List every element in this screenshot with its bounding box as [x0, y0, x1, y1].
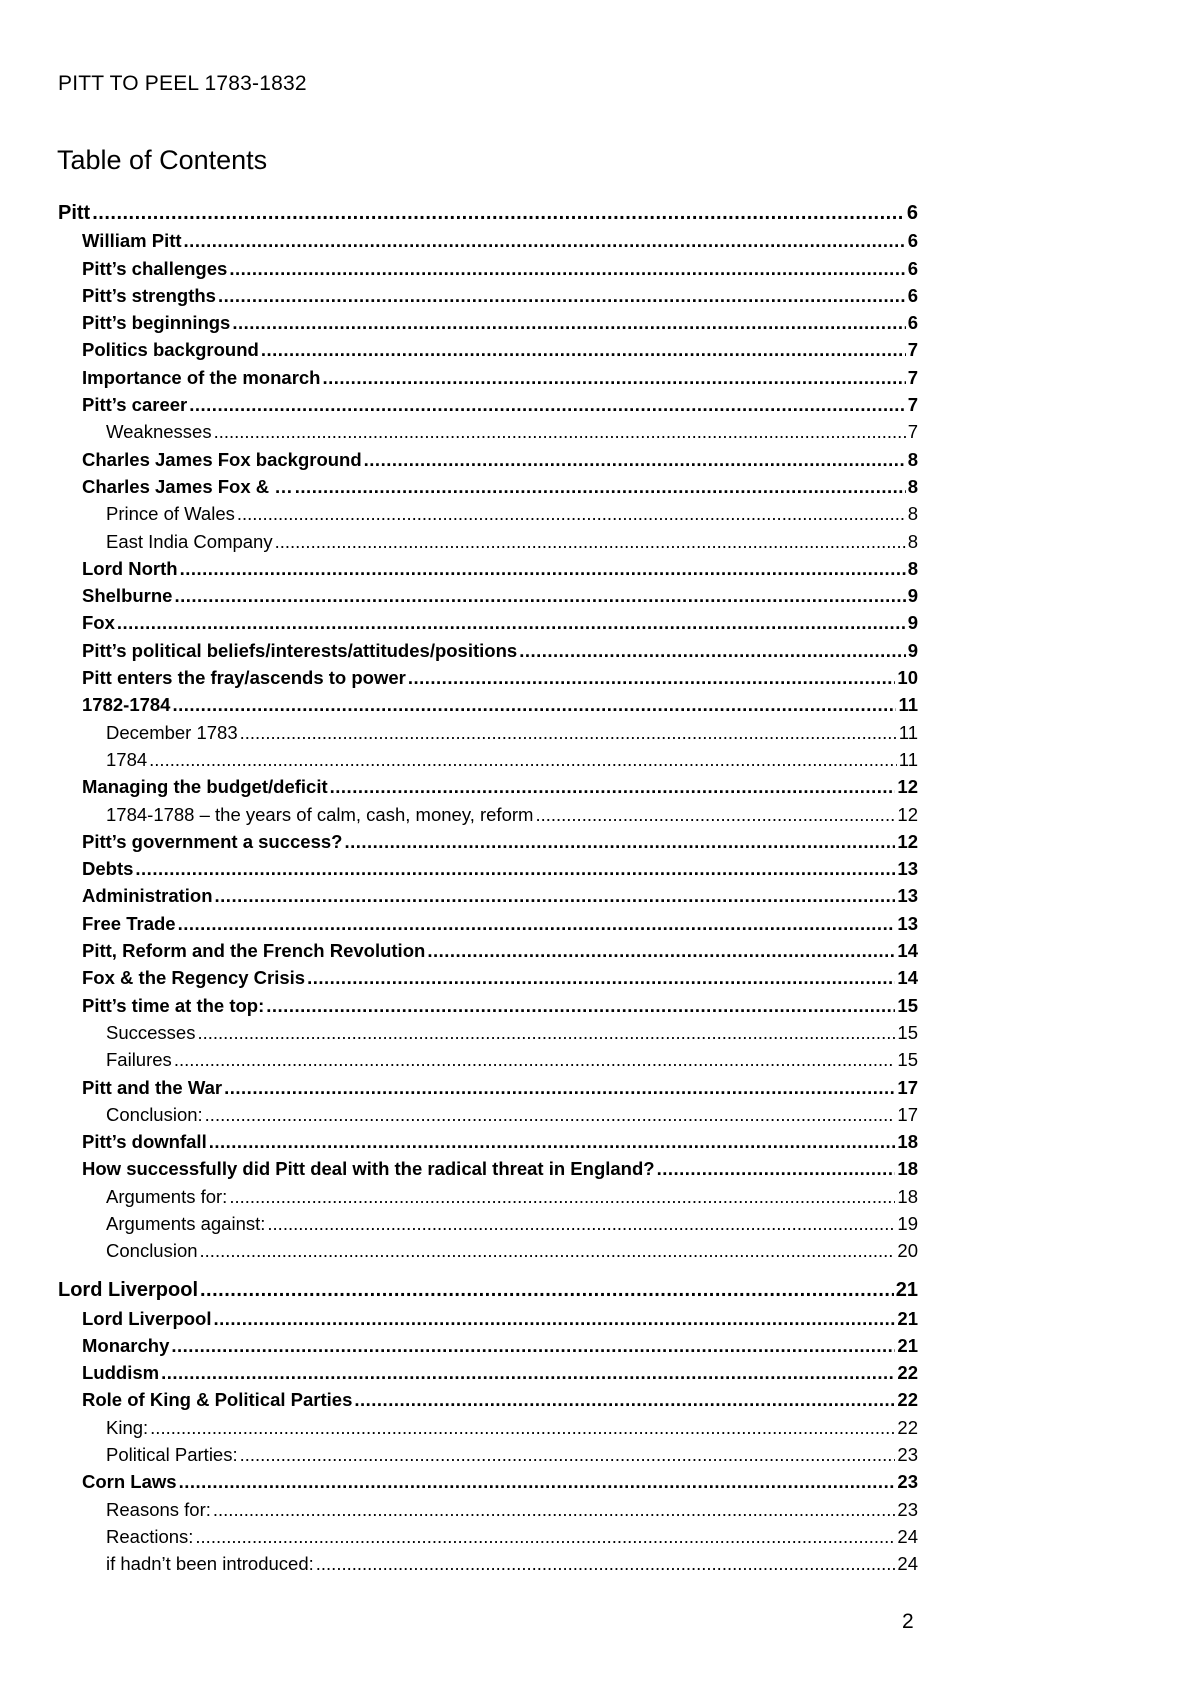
toc-entry-subsection[interactable] [58, 309, 918, 336]
dot-leader [267, 1210, 895, 1237]
dot-leader [149, 746, 897, 773]
toc-entry-subsection[interactable] [58, 364, 918, 391]
toc-entry-title: Pitt’s beginnings [82, 312, 231, 334]
toc-entry-title: Arguments for: [106, 1185, 228, 1207]
page-number: 2 [902, 1610, 914, 1633]
toc-entry-subsection[interactable] [58, 992, 918, 1019]
toc-entry-page: 24 [897, 1553, 918, 1575]
toc-entry-subsection[interactable] [58, 637, 918, 664]
toc-entry-title: Reactions: [106, 1525, 194, 1547]
toc-entry-page: 11 [898, 721, 918, 743]
toc-entry-subsection[interactable] [58, 473, 918, 500]
toc-entry-title: Conclusion [106, 1240, 198, 1262]
toc-entry-subsubsection[interactable] [58, 1019, 918, 1046]
dot-leader [261, 336, 906, 363]
toc-entry-subsection[interactable] [58, 691, 918, 718]
toc-entry-subsubsection[interactable] [58, 746, 918, 773]
dot-leader [214, 418, 906, 445]
toc-entry-title: Pitt’s career [82, 394, 188, 416]
toc-entry-title: East India Company [106, 530, 273, 552]
dot-leader [427, 937, 895, 964]
toc-entry-page: 17 [897, 1103, 918, 1125]
toc-entry-page: 23 [897, 1498, 918, 1520]
dot-leader [184, 227, 906, 254]
dot-leader [237, 500, 906, 527]
toc-entry-title: Shelburne [82, 585, 173, 607]
toc-entry-title: Fox [82, 612, 115, 634]
toc-entry-page: 14 [897, 967, 918, 989]
toc-entry-page: 22 [897, 1416, 918, 1438]
table-of-contents [58, 200, 918, 1578]
dot-leader [307, 964, 895, 991]
dot-leader [213, 1496, 896, 1523]
toc-entry-title: Pitt, Reform and the French Revolution [82, 940, 426, 962]
toc-entry-subsection[interactable] [58, 664, 918, 691]
toc-entry-page: 24 [897, 1525, 918, 1547]
dot-leader [232, 309, 905, 336]
toc-entry-title: Monarchy [82, 1334, 170, 1356]
toc-entry-page: 22 [897, 1389, 918, 1411]
dot-leader [215, 882, 896, 909]
toc-entry-subsection[interactable] [58, 336, 918, 363]
toc-entry-title: Pitt and the War [82, 1076, 223, 1098]
toc-entry-page: 7 [907, 421, 918, 443]
dot-leader [197, 1019, 895, 1046]
toc-entry-subsection[interactable] [58, 255, 918, 282]
toc-entry-subsection[interactable] [58, 1468, 918, 1495]
dot-leader [200, 1275, 894, 1305]
running-header: PITT TO PEEL 1783-1832 [58, 72, 307, 95]
toc-entry-title: Prince of Wales [106, 503, 235, 525]
toc-entry-title: Reasons for: [106, 1498, 211, 1520]
toc-entry-title: Importance of the monarch [82, 366, 321, 388]
toc-entry-subsection[interactable] [58, 609, 918, 636]
toc-entry-page: 7 [907, 339, 918, 361]
toc-entry-subsubsection[interactable] [58, 801, 918, 828]
toc-entry-page: 18 [897, 1131, 918, 1153]
toc-entry-subsection[interactable] [58, 1155, 918, 1182]
toc-entry-page: 7 [907, 394, 918, 416]
toc-entry-page: 15 [897, 1021, 918, 1043]
toc-entry-page: 13 [897, 912, 918, 934]
toc-entry-subsection[interactable] [58, 1128, 918, 1155]
toc-entry-subsection[interactable] [58, 282, 918, 309]
toc-entry-page: 23 [897, 1471, 918, 1493]
toc-entry-page: 10 [897, 667, 918, 689]
toc-entry-subsubsection[interactable] [58, 1237, 918, 1264]
toc-entry-page: 7 [907, 366, 918, 388]
toc-entry-title: Failures [106, 1049, 172, 1071]
toc-entry-title: Politics background [82, 339, 259, 361]
toc-entry-subsection[interactable] [58, 964, 918, 991]
toc-entry-page: 15 [897, 1049, 918, 1071]
toc-entry-page: 8 [907, 503, 918, 525]
toc-entry-title: Pitt enters the fray/ascends to power [82, 667, 406, 689]
toc-entry-page: 8 [907, 475, 918, 497]
dot-leader [229, 1183, 895, 1210]
toc-entry-title: Pitt’s challenges [82, 257, 228, 279]
toc-entry-subsection[interactable] [58, 446, 918, 473]
dot-leader [209, 1128, 896, 1155]
toc-entry-page: 9 [907, 585, 918, 607]
section-spacer [58, 1265, 918, 1275]
toc-entry-title: Pitt’s downfall [82, 1131, 207, 1153]
toc-entry-page: 20 [897, 1240, 918, 1262]
toc-entry-page: 19 [897, 1212, 918, 1234]
dot-leader [174, 1046, 896, 1073]
toc-entry-subsubsection[interactable] [58, 719, 918, 746]
toc-entry-page: 18 [897, 1185, 918, 1207]
dot-leader [178, 910, 896, 937]
toc-entry-subsection[interactable] [58, 227, 918, 254]
toc-entry-title: Arguments against: [106, 1212, 266, 1234]
toc-entry-title: Pitt’s political beliefs/interests/attitudes/positions [82, 639, 518, 661]
dot-leader [295, 473, 906, 500]
dot-leader [354, 1386, 895, 1413]
toc-entry-subsubsection[interactable] [58, 1101, 918, 1128]
dot-leader [344, 828, 895, 855]
dot-leader [172, 691, 896, 718]
toc-entry-subsection[interactable] [58, 882, 918, 909]
toc-entry-title: Conclusion: [106, 1103, 203, 1125]
dot-leader [266, 992, 895, 1019]
toc-entry-page: 11 [898, 694, 918, 716]
toc-entry-page: 13 [897, 885, 918, 907]
dot-leader [322, 364, 905, 391]
dot-leader [92, 200, 905, 227]
toc-entry-page: 11 [898, 748, 918, 770]
toc-entry-title: Lord North [82, 557, 178, 579]
toc-entry-page: 12 [897, 803, 918, 825]
dot-leader [275, 528, 906, 555]
toc-entry-title: William Pitt [82, 230, 182, 252]
toc-entry-title: Managing the budget/deficit [82, 776, 328, 798]
toc-entry-title: 1784 [106, 748, 148, 770]
toc-entry-page: 8 [907, 530, 918, 552]
toc-entry-title: Weaknesses [106, 421, 212, 443]
toc-entry-page: 13 [897, 858, 918, 880]
dot-leader [240, 719, 897, 746]
toc-entry-subsection[interactable] [58, 555, 918, 582]
toc-entry-page: 8 [907, 557, 918, 579]
toc-entry-page: 6 [907, 230, 918, 252]
toc-entry-subsection[interactable] [58, 1386, 918, 1413]
toc-entry-page: 17 [897, 1076, 918, 1098]
toc-entry-title: Pitt’s government a success? [82, 830, 343, 852]
dot-leader [171, 1332, 895, 1359]
toc-entry-subsubsection[interactable] [58, 1523, 918, 1550]
dot-leader [657, 1155, 896, 1182]
dot-leader [150, 1414, 895, 1441]
toc-heading: Table of Contents [57, 145, 268, 175]
toc-entry-section[interactable] [58, 1275, 918, 1305]
toc-entry-title: Role of King & Political Parties [82, 1389, 353, 1411]
toc-entry-title: if hadn’t been introduced: [106, 1553, 314, 1575]
toc-entry-subsubsection[interactable] [58, 1046, 918, 1073]
toc-entry-title: Administration [82, 885, 213, 907]
toc-entry-page: 18 [897, 1158, 918, 1180]
toc-entry-subsubsection[interactable] [58, 1210, 918, 1237]
toc-entry-subsubsection[interactable] [58, 418, 918, 445]
toc-entry-title: Debts [82, 858, 134, 880]
toc-entry-subsection[interactable] [58, 937, 918, 964]
toc-entry-title: Corn Laws [82, 1471, 177, 1493]
toc-entry-page: 21 [897, 1307, 918, 1329]
dot-leader [189, 391, 905, 418]
toc-entry-title: Free Trade [82, 912, 176, 934]
toc-entry-title: Charles James Fox background [82, 448, 362, 470]
toc-entry-page: 23 [897, 1444, 918, 1466]
toc-entry-page: 6 [907, 284, 918, 306]
toc-entry-title: Fox & the Regency Crisis [82, 967, 306, 989]
toc-entry-subsection[interactable] [58, 582, 918, 609]
dot-leader [408, 664, 896, 691]
dot-leader [174, 582, 905, 609]
toc-entry-subsection[interactable] [58, 773, 918, 800]
toc-entry-page: 21 [895, 1278, 918, 1301]
toc-entry-subsection[interactable] [58, 1332, 918, 1359]
toc-entry-subsubsection[interactable] [58, 1550, 918, 1577]
toc-entry-title: 1784-1788 – the years of calm, cash, money, reform [106, 803, 534, 825]
toc-entry-page: 12 [897, 830, 918, 852]
dot-leader [161, 1359, 895, 1386]
dot-leader [535, 801, 895, 828]
toc-entry-subsection[interactable] [58, 910, 918, 937]
dot-leader [218, 282, 906, 309]
toc-entry-title: Pitt’s strengths [82, 284, 216, 306]
toc-entry-title: Charles James Fox & … [82, 475, 293, 497]
toc-entry-page: 14 [897, 940, 918, 962]
toc-entry-title: Pitt’s time at the top: [82, 994, 265, 1016]
toc-entry-subsubsection[interactable] [58, 1496, 918, 1523]
dot-leader [519, 637, 906, 664]
toc-entry-title: How successfully did Pitt deal with the radical threat in England? [82, 1158, 655, 1180]
toc-entry-page: 12 [897, 776, 918, 798]
dot-leader [330, 773, 896, 800]
dot-leader [179, 1468, 896, 1495]
dot-leader [117, 609, 906, 636]
toc-entry-subsubsection[interactable] [58, 500, 918, 527]
toc-entry-title: Pitt [58, 202, 91, 224]
toc-entry-subsection[interactable] [58, 1359, 918, 1386]
toc-entry-page: 15 [897, 994, 918, 1016]
toc-entry-title: Political Parties: [106, 1444, 238, 1466]
toc-entry-title: Successes [106, 1021, 196, 1043]
toc-entry-page: 9 [907, 639, 918, 661]
dot-leader [316, 1550, 896, 1577]
dot-leader [135, 855, 895, 882]
toc-entry-page: 22 [897, 1362, 918, 1384]
toc-entry-subsubsection[interactable] [58, 1183, 918, 1210]
toc-entry-page: 6 [906, 202, 918, 224]
toc-entry-title: Lord Liverpool [82, 1307, 212, 1329]
toc-entry-subsection[interactable] [58, 1074, 918, 1101]
toc-entry-title: 1782-1784 [82, 694, 171, 716]
toc-entry-subsubsection[interactable] [58, 528, 918, 555]
toc-entry-page: 9 [907, 612, 918, 634]
toc-entry-title: Luddism [82, 1362, 160, 1384]
toc-entry-subsubsection[interactable] [58, 1441, 918, 1468]
dot-leader [240, 1441, 896, 1468]
dot-leader [205, 1101, 896, 1128]
toc-entry-page: 8 [907, 448, 918, 470]
toc-entry-subsection[interactable] [58, 1305, 918, 1332]
dot-leader [200, 1237, 896, 1264]
toc-entry-section[interactable] [58, 200, 918, 227]
toc-entry-page: 21 [897, 1334, 918, 1356]
toc-entry-title: Lord Liverpool [58, 1278, 198, 1301]
dot-leader [214, 1305, 896, 1332]
dot-leader [229, 255, 905, 282]
toc-entry-subsubsection[interactable] [58, 1414, 918, 1441]
toc-entry-page: 6 [907, 312, 918, 334]
toc-entry-subsection[interactable] [58, 855, 918, 882]
toc-entry-subsection[interactable] [58, 391, 918, 418]
dot-leader [224, 1074, 895, 1101]
toc-entry-title: December 1783 [106, 721, 238, 743]
dot-leader [195, 1523, 895, 1550]
toc-entry-page: 6 [907, 257, 918, 279]
toc-entry-title: King: [106, 1416, 149, 1438]
dot-leader [364, 446, 906, 473]
dot-leader [180, 555, 906, 582]
toc-entry-subsection[interactable] [58, 828, 918, 855]
